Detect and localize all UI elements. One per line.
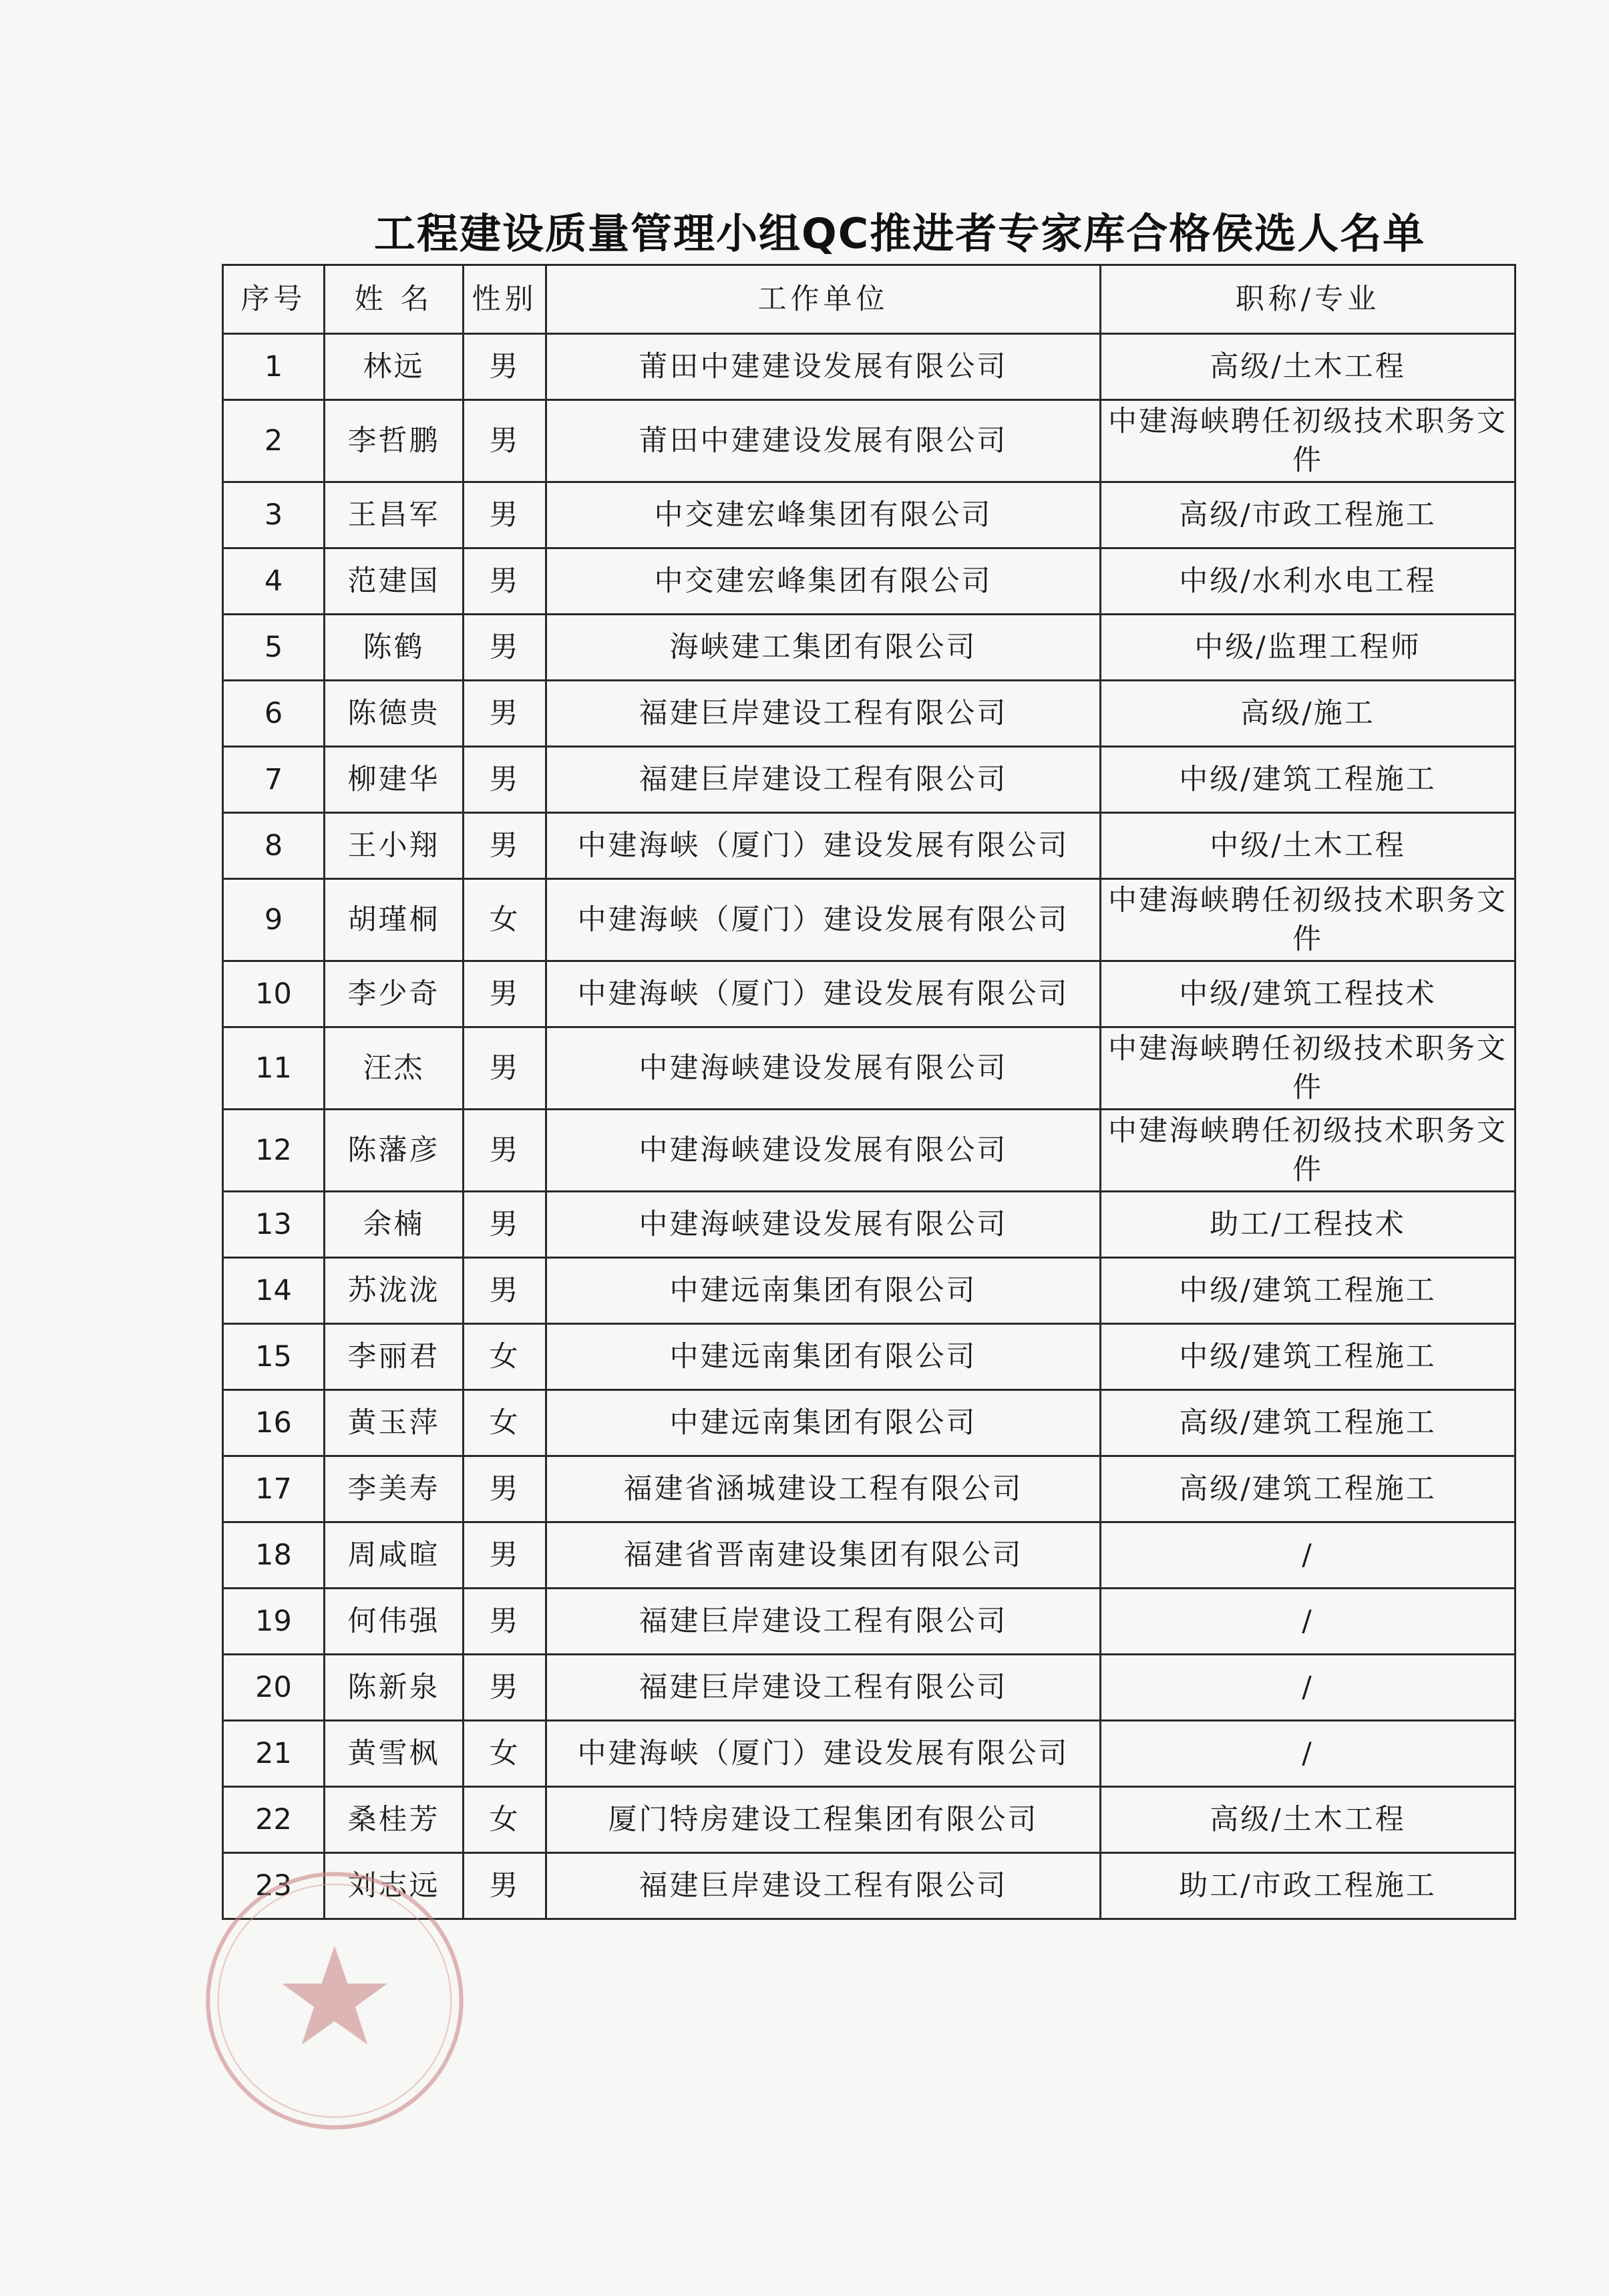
row-unit: 中建海峡建设发展有限公司 [546,1027,1101,1110]
table-row [223,1324,1515,1390]
table-row [223,400,1515,482]
table-row [223,961,1515,1027]
row-unit: 福建巨岸建设工程有限公司 [546,1655,1101,1721]
row-gender: 男 [464,1027,546,1110]
row-unit: 莆田中建建设发展有限公司 [546,400,1101,482]
table-row [223,681,1515,747]
row-gender: 男 [464,1655,546,1721]
row-title: / [1101,1655,1515,1721]
row-seq: 1 [223,334,325,400]
row-unit: 中建远南集团有限公司 [546,1390,1101,1456]
table-row [223,879,1515,961]
row-title: 中级/建筑工程施工 [1101,1324,1515,1390]
table-row [223,1522,1515,1589]
row-gender: 女 [464,1324,546,1390]
row-seq: 19 [223,1589,325,1655]
row-unit: 中建海峡建设发展有限公司 [546,1192,1101,1258]
row-unit: 中建远南集团有限公司 [546,1324,1101,1390]
row-gender: 男 [464,961,546,1027]
row-gender: 男 [464,1258,546,1324]
row-gender: 男 [464,681,546,747]
row-title: 中级/土木工程 [1101,813,1515,879]
row-seq: 5 [223,615,325,681]
row-gender: 男 [464,615,546,681]
table-row [223,1787,1515,1853]
row-title: / [1101,1721,1515,1787]
row-name: 余楠 [325,1192,464,1258]
row-seq: 7 [223,747,325,813]
row-name: 胡瑾桐 [325,879,464,961]
row-unit: 中建海峡建设发展有限公司 [546,1110,1101,1192]
row-seq: 10 [223,961,325,1027]
row-gender: 男 [464,400,546,482]
row-unit: 福建省涵城建设工程有限公司 [546,1456,1101,1522]
row-title: 高级/土木工程 [1101,1787,1515,1853]
row-title: 高级/建筑工程施工 [1101,1390,1515,1456]
row-seq: 4 [223,548,325,615]
row-gender: 女 [464,879,546,961]
row-name: 何伟强 [325,1589,464,1655]
row-unit: 中交建宏峰集团有限公司 [546,548,1101,615]
row-unit: 中建远南集团有限公司 [546,1258,1101,1324]
table-row [223,1192,1515,1258]
row-seq: 11 [223,1027,325,1110]
row-name: 李哲鹏 [325,400,464,482]
official-seal [198,1864,472,2138]
row-name: 陈藩彦 [325,1110,464,1192]
seal-star-icon [282,1946,387,2045]
row-title: 中建海峡聘任初级技术职务文件 [1101,1110,1515,1192]
table-row [223,747,1515,813]
row-title: 高级/建筑工程施工 [1101,1456,1515,1522]
row-gender: 男 [464,548,546,615]
row-name: 李美寿 [325,1456,464,1522]
row-seq: 21 [223,1721,325,1787]
row-title: 高级/土木工程 [1101,334,1515,400]
row-gender: 男 [464,1589,546,1655]
table-row [223,615,1515,681]
row-title: 助工/工程技术 [1101,1192,1515,1258]
document-title: 工程建设质量管理小组QC推进者专家库合格侯选人名单 [374,209,1426,258]
row-seq: 9 [223,879,325,961]
row-name: 李少奇 [325,961,464,1027]
row-seq: 3 [223,482,325,548]
row-title: 中建海峡聘任初级技术职务文件 [1101,879,1515,961]
row-seq: 12 [223,1110,325,1192]
row-unit: 福建省晋南建设集团有限公司 [546,1522,1101,1589]
row-seq: 6 [223,681,325,747]
row-seq: 2 [223,400,325,482]
table-row [223,1456,1515,1522]
table-row [223,1655,1515,1721]
row-gender: 男 [464,747,546,813]
header-gender: 性别 [464,265,546,334]
row-title: 中级/建筑工程施工 [1101,1258,1515,1324]
row-seq: 17 [223,1456,325,1522]
row-name: 柳建华 [325,747,464,813]
row-gender: 男 [464,482,546,548]
row-title: 助工/市政工程施工 [1101,1853,1515,1919]
row-unit: 中建海峡（厦门）建设发展有限公司 [546,961,1101,1027]
row-unit: 福建巨岸建设工程有限公司 [546,1589,1101,1655]
row-unit: 福建巨岸建设工程有限公司 [546,747,1101,813]
row-title: 中建海峡聘任初级技术职务文件 [1101,1027,1515,1110]
row-gender: 男 [464,1853,546,1919]
table-row [223,1110,1515,1192]
row-title: 中级/水利水电工程 [1101,548,1515,615]
row-name: 苏泷泷 [325,1258,464,1324]
row-name: 李丽君 [325,1324,464,1390]
row-name: 陈德贵 [325,681,464,747]
table-row [223,548,1515,615]
row-seq: 20 [223,1655,325,1721]
row-title: 中级/建筑工程技术 [1101,961,1515,1027]
row-name: 陈鹤 [325,615,464,681]
header-name: 姓 名 [325,265,464,334]
row-name: 陈新泉 [325,1655,464,1721]
table-row [223,1390,1515,1456]
row-title: 中建海峡聘任初级技术职务文件 [1101,400,1515,482]
row-name: 刘志远 [325,1853,464,1919]
row-unit: 福建巨岸建设工程有限公司 [546,681,1101,747]
table-row [223,482,1515,548]
row-gender: 男 [464,1110,546,1192]
table-row [223,1027,1515,1110]
row-seq: 13 [223,1192,325,1258]
row-unit: 中建海峡（厦门）建设发展有限公司 [546,813,1101,879]
row-seq: 23 [223,1853,325,1919]
row-title: 高级/市政工程施工 [1101,482,1515,548]
row-unit: 中交建宏峰集团有限公司 [546,482,1101,548]
row-gender: 男 [464,1522,546,1589]
row-gender: 女 [464,1390,546,1456]
row-name: 黄雪枫 [325,1721,464,1787]
row-unit: 厦门特房建设工程集团有限公司 [546,1787,1101,1853]
table-row [223,1721,1515,1787]
row-name: 王昌军 [325,482,464,548]
row-title: 中级/建筑工程施工 [1101,747,1515,813]
row-seq: 15 [223,1324,325,1390]
row-unit: 海峡建工集团有限公司 [546,615,1101,681]
row-gender: 男 [464,813,546,879]
row-unit: 中建海峡（厦门）建设发展有限公司 [546,879,1101,961]
row-title: 高级/施工 [1101,681,1515,747]
row-title: / [1101,1589,1515,1655]
row-name: 黄玉萍 [325,1390,464,1456]
header-unit: 工作单位 [546,265,1101,334]
table-header-row [223,265,1515,334]
table-row [223,1258,1515,1324]
row-unit: 中建海峡（厦门）建设发展有限公司 [546,1721,1101,1787]
row-seq: 8 [223,813,325,879]
table-row [223,334,1515,400]
row-name: 范建国 [325,548,464,615]
header-seq: 序号 [223,265,325,334]
row-seq: 16 [223,1390,325,1456]
row-gender: 男 [464,1192,546,1258]
row-name: 林远 [325,334,464,400]
table-row [223,1589,1515,1655]
row-name: 桑桂芳 [325,1787,464,1853]
table-body [223,334,1515,1919]
table-row [223,813,1515,879]
row-unit: 福建巨岸建设工程有限公司 [546,1853,1101,1919]
row-name: 王小翔 [325,813,464,879]
row-seq: 18 [223,1522,325,1589]
row-gender: 男 [464,1456,546,1522]
row-title: 中级/监理工程师 [1101,615,1515,681]
row-name: 周咸暄 [325,1522,464,1589]
candidate-table [222,264,1516,1920]
row-title: / [1101,1522,1515,1589]
row-unit: 莆田中建建设发展有限公司 [546,334,1101,400]
row-gender: 男 [464,334,546,400]
row-seq: 22 [223,1787,325,1853]
header-title: 职称/专业 [1101,265,1515,334]
row-name: 汪杰 [325,1027,464,1110]
row-seq: 14 [223,1258,325,1324]
row-gender: 女 [464,1787,546,1853]
row-gender: 女 [464,1721,546,1787]
